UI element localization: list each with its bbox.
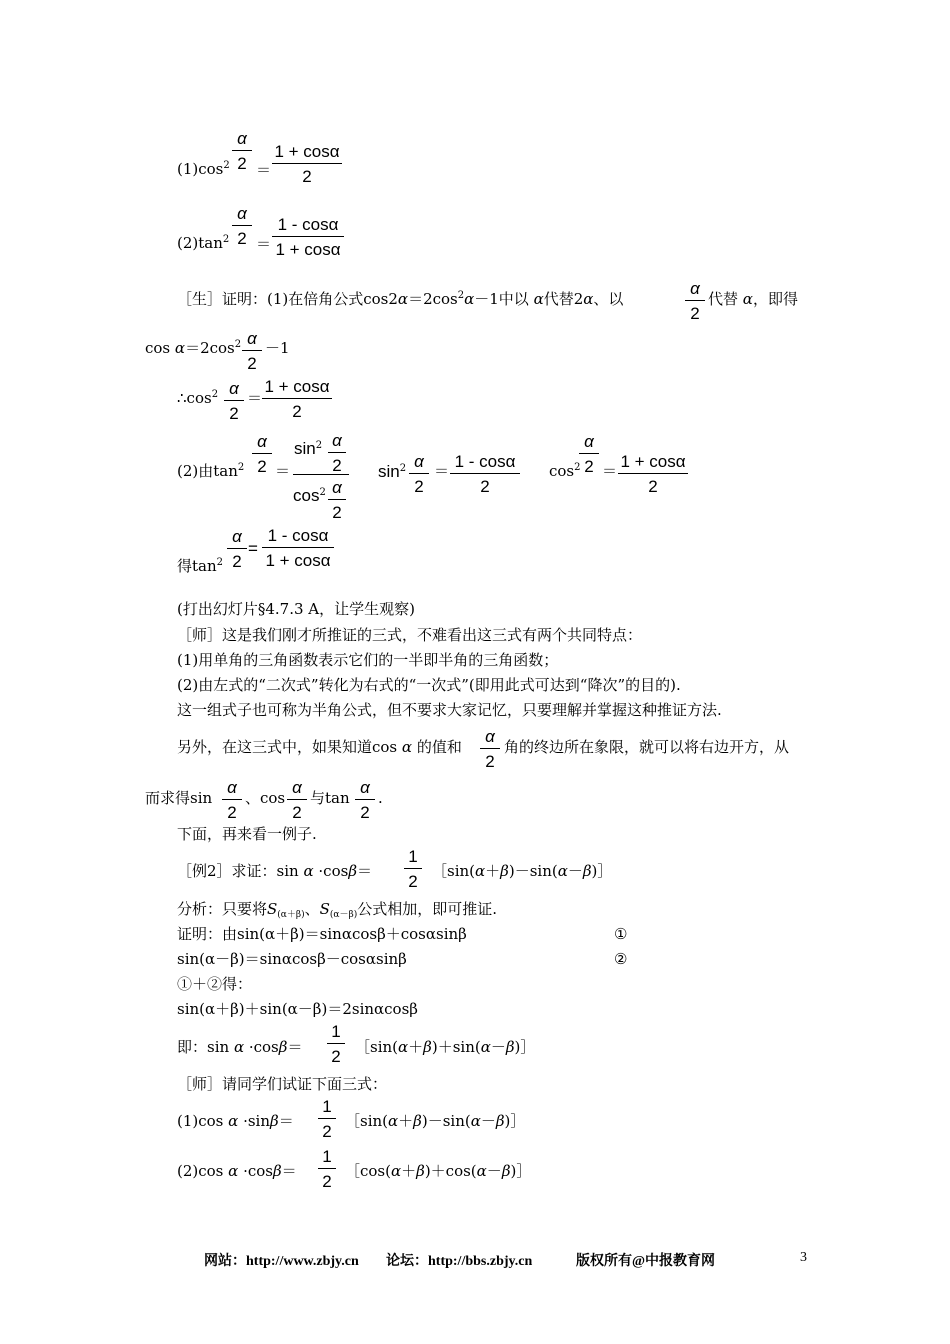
equals-sign: ＝ — [256, 235, 272, 253]
complex-den-cos: $\cos^2$ — [293, 486, 326, 505]
example-2-bracket: ［sin(α＋β)－sin(α－β)］ — [432, 862, 613, 880]
formula-2-label: $(2)\tan^2$ — [177, 234, 230, 252]
fraction-one-half: 1 2 — [318, 1148, 336, 1190]
proof-line-1: ［生］证明：(1)在倍角公式$\cos 2\alpha=2\cos^2\alpha-1$中以 α代替2α、以 — [177, 290, 624, 308]
fraction-alpha-over-2: α 2 — [328, 432, 346, 474]
fraction-alpha-over-2: α 2 — [409, 453, 429, 495]
sum-result: sin(α＋β)＋sin(α－β)＝2sinαcosβ — [177, 1000, 418, 1018]
proof-step-2: sin(α－β)＝sinαcosβ－cosαsinβ — [177, 950, 407, 968]
half-angle-note: 这一组式子也可称为半角公式，但不要求大家记忆，只要理解并掌握这种推证方法. — [177, 701, 722, 719]
fraction-alpha-over-2: α 2 — [242, 330, 262, 372]
exercise-2-bracket: ［cos(α＋β)＋cos(α－β)］ — [345, 1162, 532, 1180]
complex-fraction-bar — [293, 474, 349, 475]
equation-mark-2: ② — [614, 950, 628, 968]
analysis-line: 分析：只要将$S_{(\alpha+\beta)}$、$S_{(\alpha-\beta)}$公式相加，即可推证. — [177, 900, 497, 920]
result-tan-label: 得$\tan^2$ — [177, 557, 224, 575]
fraction-1-plus-cos-over-2: 1 + cosα 2 — [618, 453, 688, 495]
proof-line-2: $\cos \alpha=2\cos^2$ — [145, 339, 242, 357]
equation-mark-1: ① — [614, 925, 628, 943]
proof-step-1: 证明：由sin(α＋β)＝sinαcosβ＋cosαsinβ — [177, 925, 467, 943]
fraction-alpha-over-2: α 2 — [685, 280, 705, 322]
exercise-1-bracket: ［sin(α＋β)－sin(α－β)］ — [345, 1112, 526, 1130]
feature-point-2: (2)由左式的“二次式”转化为右式的“一次式”(即用此式可达到“降次”的目的). — [177, 676, 681, 694]
teacher-remark-1: ［师］这是我们刚才所推证的三式，不难看出这三式有两个共同特点： — [177, 626, 643, 644]
hence-tan: 与tan — [310, 789, 350, 807]
by-tan-label: (2)由$\tan^2$ — [177, 462, 245, 480]
fraction-alpha-over-2: α 2 — [355, 779, 375, 821]
fraction-alpha-over-2: α 2 — [222, 779, 242, 821]
sum-label: ①＋②得： — [177, 975, 253, 993]
fraction-tan-half-formula: 1 - cosα 1 + cosα — [262, 527, 334, 569]
proof-line-2-end: －1 — [265, 339, 290, 357]
therefore-line: $\therefore\cos^2$ — [177, 389, 219, 407]
fraction-one-half: 1 2 — [327, 1023, 345, 1065]
next-example-intro: 下面，再来看一例子. — [177, 825, 317, 843]
footer-website-link[interactable]: 网站：http://www.zbjy.cn — [204, 1254, 359, 1269]
fraction-alpha-over-2: α 2 — [579, 433, 599, 475]
fraction-alpha-over-2: α 2 — [232, 205, 252, 247]
page-number: 3 — [800, 1250, 807, 1265]
footer-forum-link[interactable]: 论坛：http://bbs.zbjy.cn — [386, 1254, 533, 1269]
example-2: ［例2］求证：sin α ·cosβ＝ — [177, 862, 372, 880]
fraction-alpha-over-2: α 2 — [232, 130, 252, 172]
hence-sin: 而求得sin — [145, 789, 213, 807]
hence-cos: 、cos — [245, 789, 286, 807]
besides-line-end: 角的终边所在象限，就可以将右边开方，从 — [504, 738, 790, 756]
footer-copyright: 版权所有@中报教育网 — [576, 1254, 716, 1269]
conclusion-bracket: ［sin(α＋β)＋sin(α－β)］ — [355, 1038, 536, 1056]
exercise-2: (2)cos α ·cosβ＝ — [177, 1162, 297, 1180]
fraction-tan-half-formula: 1 - cosα 1 + cosα — [272, 216, 344, 258]
cos-squared: $\cos^2$ — [549, 462, 581, 480]
equals-sign: ＝ — [275, 462, 291, 480]
teacher-remark-2: ［师］请同学们试证下面三式： — [177, 1075, 388, 1093]
equals-sign: ＝ — [247, 389, 263, 407]
formula-1-label: $(1)\cos^2$ — [177, 160, 230, 178]
fraction-1-plus-cos-over-2: 1 + cosα 2 — [262, 378, 332, 420]
fraction-alpha-over-2: α 2 — [287, 779, 307, 821]
fraction-alpha-over-2: α 2 — [224, 380, 244, 422]
fraction-one-half: 1 2 — [404, 848, 422, 890]
fraction-one-half: 1 2 — [318, 1098, 336, 1140]
equals-sign: = — [248, 539, 258, 558]
fraction-alpha-over-2: α 2 — [328, 479, 346, 521]
exercise-1: (1)cos α ·sinβ＝ — [177, 1112, 294, 1130]
equals-sign: ＝ — [256, 161, 272, 179]
fraction-1-minus-cos-over-2: 1 - cosα 2 — [450, 453, 520, 495]
fraction-alpha-over-2: α 2 — [252, 433, 272, 475]
sin-squared: $\sin^2$ — [378, 462, 407, 481]
besides-line: 另外，在这三式中，如果知道cos α 的值和 — [177, 738, 462, 756]
conclusion-line: 即：sin α ·cosβ＝ — [177, 1038, 303, 1056]
proof-line-1-end: 代替 α，即得 — [708, 290, 798, 308]
fraction-alpha-over-2: α 2 — [480, 728, 500, 770]
fraction-1-plus-cos-over-2: 1 + cosα 2 — [272, 143, 342, 185]
slide-note: (打出幻灯片§4.7.3 A，让学生观察) — [177, 600, 415, 618]
equals-sign: ＝ — [434, 462, 450, 480]
feature-point-1: (1)用单角的三角函数表示它们的一半即半角的三角函数； — [177, 651, 559, 669]
hence-end: . — [378, 789, 383, 807]
complex-num-sin: $\sin^2$ — [294, 439, 323, 458]
equals-sign: ＝ — [602, 462, 618, 480]
fraction-alpha-over-2: α 2 — [227, 528, 247, 570]
